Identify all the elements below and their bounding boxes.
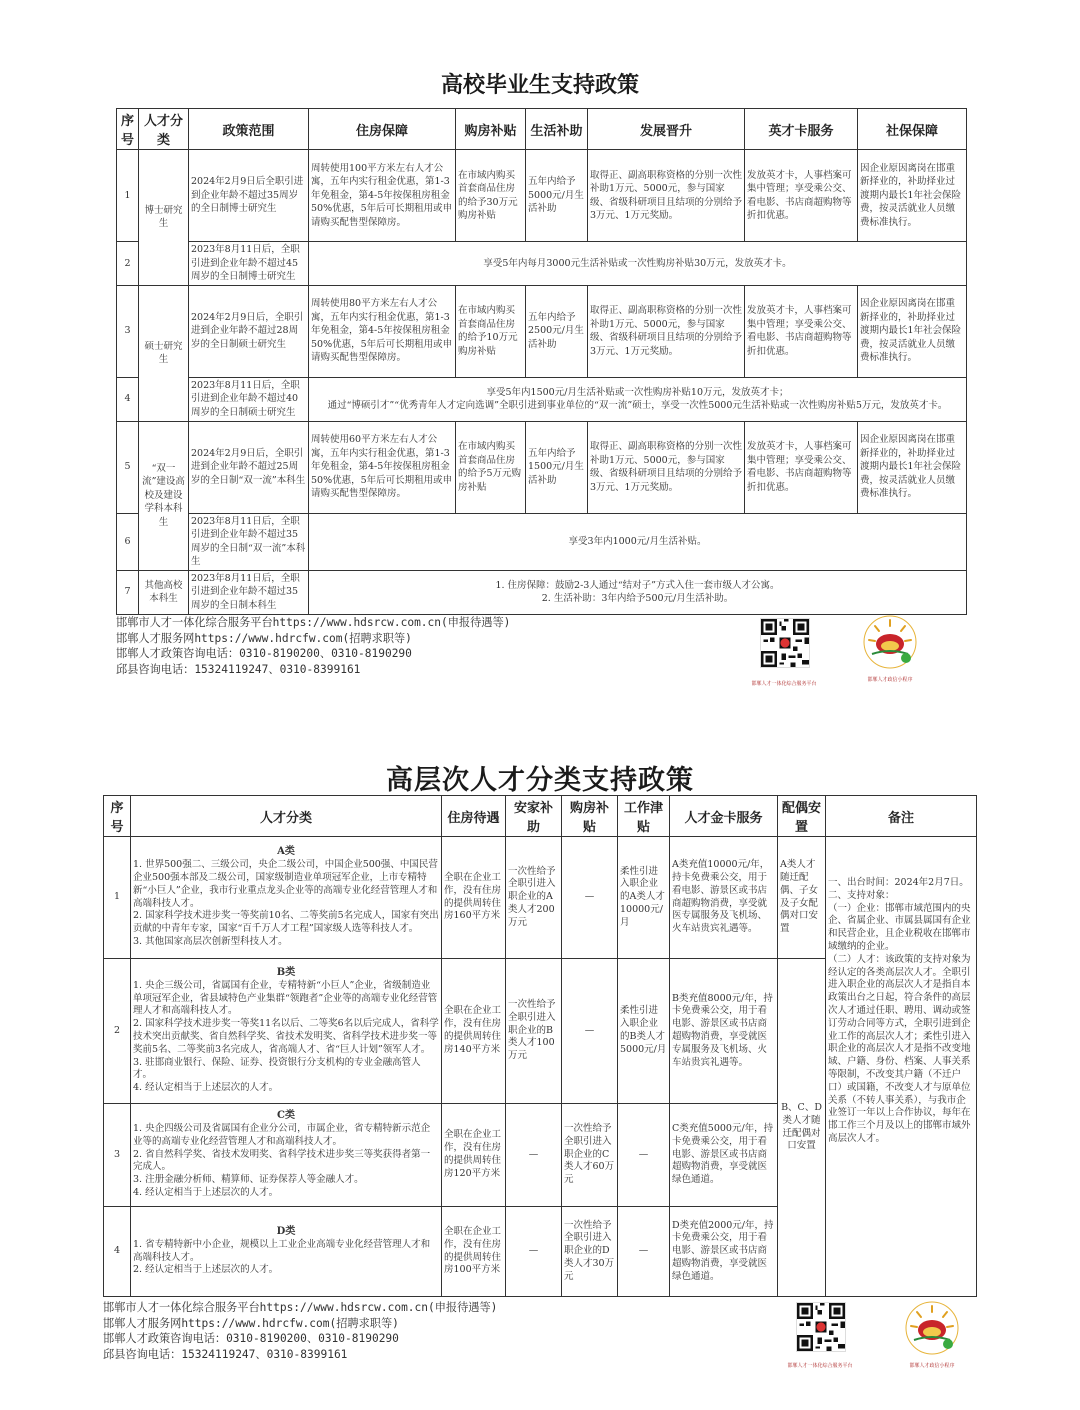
category-master: 硕士研究生 xyxy=(139,285,189,421)
gold-card-cell: C类充值5000元/年，持卡免费乘公交，用于看电影、游景区或书店商超购物消费，享受就医绿色通道。 xyxy=(670,1104,778,1207)
row-no: 3 xyxy=(104,1104,131,1207)
settle-cell: 一次性给予全职引进入职企业的A类人才200万元 xyxy=(506,837,562,959)
purchase-cell: 在市域内购买首套商品住房的给予30万元购房补贴 xyxy=(456,150,526,242)
social-cell: 因企业原因离岗在邯重新择业的，补助择业过渡期内最长1年社会保险费，按灵活就业人员缴费标准执行。 xyxy=(858,150,967,242)
scope-cell: 2024年2月9日后全职引进到企业年龄不超过35周岁的全日制博士研究生 xyxy=(189,150,309,242)
row-no: 4 xyxy=(104,1207,131,1297)
header-no: 序号 xyxy=(104,796,131,837)
promotion-cell: 取得正、副高职称资格的分别一次性补助1万元、5000元，参与国家级、省级科研项目且结项的分别给予3万元、1万元奖励。 xyxy=(588,421,745,513)
header-housing: 住房待遇 xyxy=(442,796,506,837)
allowance-cell: — xyxy=(618,1104,670,1207)
social-cell: 因企业原因离岗在邯重新择业的，补助择业过渡期内最长1年社会保险费，按灵活就业人员缴费标准执行。 xyxy=(858,285,967,377)
header-scope: 政策范围 xyxy=(189,109,309,150)
header-settle: 安家补助 xyxy=(506,796,562,837)
high-level-talent-table xyxy=(103,795,977,1297)
talent-class-cell xyxy=(131,959,442,1104)
scope-cell: 2023年8月11日后，全职引进到企业年龄不超过35周岁的全日制“双一流”本科生 xyxy=(189,513,309,570)
header-no: 序号 xyxy=(117,109,139,150)
qr-caption: 邯郸人才一体化综合服务平台 xyxy=(787,1363,853,1369)
purchase-cell: 在市域内购买首套商品住房的给予5万元购房补贴 xyxy=(456,421,526,513)
class-label: C类 xyxy=(277,1110,295,1122)
social-cell: 因企业原因离岗在邯重新择业的，补助择业过渡期内最长1年社会保险费，按灵活就业人员缴费标准执行。 xyxy=(858,421,967,513)
housing-cell: 周转使用60平方米左右人才公寓，五年内实行租金优惠，第1-3年免租金，第4-5年按保租房租金50%优惠，5年后可长期租用或申请购买配售型保障房。 xyxy=(309,421,456,513)
settle-cell: — xyxy=(506,1207,562,1297)
category-phd: 博士研究生 xyxy=(139,150,189,286)
living-cell: 五年内给予2500元/月生活补助 xyxy=(526,285,588,377)
housing-cell: 周转使用80平方米左右人才公寓，五年内实行租金优惠，第1-3年免租金，第4-5年按保租房租金50%优惠，5年后可长期租用或申请购买配售型保障房。 xyxy=(309,285,456,377)
purchase-cell: 一次性给予全职引进入职企业的D类人才30万元 xyxy=(562,1207,618,1297)
class-description: 1. 央企三级公司，省属国有企业，专精特新“小巨人”企业，省级制造业单项冠军企业，省县域特色产业集群“领跑者”企业等的高端专业化经营管理人才和高端科技人才。 2. 国家科学技术进步奖一等奖11名以后、二等奖6名以后完成人，省科学技术突出贡献奖、省自然科学奖、省技术发明奖、省科学技术进步奖一等奖前5名、二等奖前3名完成人，省高端人才、省“巨人计划”领军人才。 3. 驻邯商业银行、保险、证券、投资银行分支机构的专业金融高管人才。 4. 经认定相当于上述层次的人才。 xyxy=(133,979,439,1094)
card-cell: 发放英才卡，人事档案可集中管理；享受乘公交、看电影、书店商超购物等折扣优惠。 xyxy=(745,285,858,377)
class-description: 1. 央企四级公司及省属国有企业分公司，市属企业，省专精特新示范企业等的高端专业化经营管理人才和高端科技人才。 2. 省自然科学奖、省技术发明奖、省科学技术进步奖三等奖获得者第一完成人。 3. 注册金融分析师、精算师、证券保荐人等金融人才。 4. 经认定相当于上述层次的人才。 xyxy=(133,1123,431,1198)
footer-platform-link[interactable]: 邯郸市人才一体化综合服务平台https://www.hdsrcw.com.cn(申报待遇等) xyxy=(103,1301,498,1314)
housing-cell: 全职在企业工作，没有住房的提供周转住房140平方米 xyxy=(442,959,506,1104)
spouse-bcd-cell: B、C、D类人才随迁配偶对口安置 xyxy=(778,959,826,1297)
housing-cell: 全职在企业工作，没有住房的提供周转住房160平方米 xyxy=(442,837,506,959)
header-talent-class: 人才分类 xyxy=(131,796,442,837)
merged-policy-cell: 享受5年内1500元/月生活补贴或一次性购房补贴10万元，发放英才卡； 通过“博硕引才”“优秀青年人才定向选调”全职引进到事业单位的“双一流”硕士，享受一次性5000元生活补贴或一次性购房补贴5万元，发放英才卡。 xyxy=(309,377,967,421)
class-description: 1. 省专精特新中小企业，规模以上工业企业高端专业化经营管理人才和高端科技人才。 2. 经认定相当于上述层次的人才。 xyxy=(133,1238,431,1276)
page1-title: 高校毕业生支持政策 xyxy=(440,72,639,98)
merged-policy-cell: 享受3年内1000元/月生活补贴。 xyxy=(309,513,967,570)
page2-title: 高层次人才分类支持政策 xyxy=(386,765,694,796)
header-allowance: 工作津贴 xyxy=(618,796,670,837)
mini-program-logo-icon xyxy=(862,614,918,670)
class-description: 1. 世界500强二、三级公司，央企二级公司，中国企业500强、中国民营企业500强本部及二级公司，国家级制造业单项冠军企业，上市专精特新“小巨人”企业，我市行业重点龙头企业等的高端专业化经营管理人才和高端科技人才。 2. 国家科学技术进步奖一等奖前10名、二等奖前5名完成人，国家有突出贡献的中青年专家，国家“百千万人才工程”国家级人选等科技人才。 3. 其他国家高层次创新型科技人才。 xyxy=(133,859,439,947)
scope-cell: 2023年8月11日后，全职引进到企业年龄不超过45周岁的全日制博士研究生 xyxy=(189,242,309,286)
talent-class-cell xyxy=(131,1207,442,1297)
footer-county-hotline: 邱县咨询电话：15324119247、0310-8399161 xyxy=(116,662,361,676)
page1-footer xyxy=(116,615,510,677)
table-row xyxy=(104,837,977,959)
row-no: 1 xyxy=(117,150,139,242)
header-remark: 备注 xyxy=(826,796,977,837)
spouse-cell: A类人才随迁配偶、子女及子女配偶对口安置 xyxy=(778,837,826,959)
scope-cell: 2024年2月9日后，全职引进到企业年龄不超过25周岁的全日制“双一流”本科生 xyxy=(189,421,309,513)
header-category: 人才分类 xyxy=(139,109,189,150)
header-social: 社保保障 xyxy=(858,109,967,150)
housing-cell: 全职在企业工作，没有住房的提供周转住房100平方米 xyxy=(442,1207,506,1297)
living-cell: 五年内给予1500元/月生活补助 xyxy=(526,421,588,513)
page2-footer xyxy=(103,1300,497,1362)
logo-caption: 邯郸人才政信小程序 xyxy=(909,1363,955,1369)
gold-card-cell: A类充值10000元/年，持卡免费乘公交，用于看电影、游景区或书店商超购物消费，享受就医专属服务及飞机场、火车站贵宾礼遇等。 xyxy=(670,837,778,959)
header-living: 生活补助 xyxy=(526,109,588,150)
class-label: D类 xyxy=(276,1225,296,1237)
purchase-cell: 在市域内购买首套商品住房的给予10万元购房补贴 xyxy=(456,285,526,377)
row-no: 3 xyxy=(117,285,139,377)
talent-class-cell xyxy=(131,1104,442,1207)
table-row xyxy=(117,285,967,377)
table-header-row xyxy=(104,796,977,837)
header-card: 英才卡服务 xyxy=(745,109,858,150)
living-cell: 五年内给予5000元/月生活补助 xyxy=(526,150,588,242)
gold-card-cell: B类充值8000元/年，持卡免费乘公交，用于看电影、游景区或书店商超购物消费，享受就医专属服务及飞机场、火车站贵宾礼遇等。 xyxy=(670,959,778,1104)
purchase-cell: 一次性给予全职引进入职企业的C类人才60万元 xyxy=(562,1104,618,1207)
purchase-cell: — xyxy=(562,837,618,959)
gold-card-cell: D类充值2000元/年，持卡免费乘公交，用于看电影、游景区或书店商超购物消费，享受就医绿色通道。 xyxy=(670,1207,778,1297)
footer-platform-link[interactable]: 邯郸市人才一体化综合服务平台https://www.hdsrcw.com.cn(申报待遇等) xyxy=(116,616,511,629)
header-housing: 住房保障 xyxy=(309,109,456,150)
card-cell: 发放英才卡，人事档案可集中管理；享受乘公交、看电影、书店商超购物等折扣优惠。 xyxy=(745,150,858,242)
table-row xyxy=(117,150,967,242)
qr-code-icon xyxy=(796,1302,846,1352)
table-header-row xyxy=(117,109,967,150)
merged-policy-cell: 享受5年内每月3000元生活补贴或一次性购房补贴30万元，发放英才卡。 xyxy=(309,242,967,286)
logo-caption: 邯郸人才政信小程序 xyxy=(867,677,913,683)
scope-cell: 2024年2月9日后，全职引进到企业年龄不超过28周岁的全日制硕士研究生 xyxy=(189,285,309,377)
scope-cell: 2023年8月11日后，全职引进到企业年龄不超过40周岁的全日制硕士研究生 xyxy=(189,377,309,421)
footer-service-link[interactable]: 邯郸人才服务网https://www.hdrcfw.com(招聘求职等) xyxy=(116,631,412,645)
row-no: 6 xyxy=(117,513,139,570)
table-row xyxy=(117,377,967,421)
row-no: 5 xyxy=(117,421,139,513)
card-cell: 发放英才卡，人事档案可集中管理；享受乘公交、看电影、书店商超购物等折扣优惠。 xyxy=(745,421,858,513)
row-no: 2 xyxy=(117,242,139,286)
class-label: B类 xyxy=(276,967,296,979)
row-no: 4 xyxy=(117,377,139,421)
header-gold-card: 人才金卡服务 xyxy=(670,796,778,837)
header-purchase: 购房补贴 xyxy=(562,796,618,837)
remark-cell: 一、出台时间：2024年2月7日。 二、支持对象： （一）企业：邯郸市域范围内的央企、省属企业、市属县属国有企业和民营企业，且企业税收在邯郸市域缴纳的企业。 （二）人才：该政策的支持对象为经认定的各类高层次人才。全职引进入职企业的高层次人才是指自本政策出台之日起，符合条件的高层次人才通过任职、聘用、调动或签订劳动合同等方式，全职引进到企业工作的高层次人才；柔性引进入职企业的高层次人才是指不改变地域、户籍、身份、档案、人事关系等限制，不改变其户籍（不迁户口）或国籍，不改变人才与原单位关系（不转人事关系），与我市企业签订一年以上合作协议，每年在邯工作三个月及以上的邯郸市域外高层次人才。 xyxy=(826,837,977,1297)
qr-caption: 邯郸人才一体化综合服务平台 xyxy=(751,681,817,687)
footer-service-link[interactable]: 邯郸人才服务网https://www.hdrcfw.com(招聘求职等) xyxy=(103,1316,399,1330)
row-no: 7 xyxy=(117,570,139,614)
graduate-policy-table xyxy=(116,108,967,615)
table-row xyxy=(117,242,967,286)
row-no: 2 xyxy=(104,959,131,1104)
row-no: 1 xyxy=(104,837,131,959)
housing-cell: 全职在企业工作，没有住房的提供周转住房120平方米 xyxy=(442,1104,506,1207)
header-purchase: 购房补贴 xyxy=(456,109,526,150)
header-spouse: 配偶安置 xyxy=(778,796,826,837)
allowance-cell: 柔性引进入职企业的A类人才10000元/月 xyxy=(618,837,670,959)
header-promotion: 发展晋升 xyxy=(588,109,745,150)
talent-class-cell xyxy=(131,837,442,959)
mini-program-logo-icon xyxy=(904,1300,960,1356)
footer-hotline: 邯郸人才政策咨询电话：0310-8190200、0310-8190290 xyxy=(116,647,412,660)
purchase-cell: — xyxy=(562,959,618,1104)
scope-cell: 2023年8月11日后，全职引进到企业年龄不超过35周岁的全日制本科生 xyxy=(189,570,309,614)
settle-cell: — xyxy=(506,1104,562,1207)
merged-policy-cell: 1. 住房保障：鼓励2-3人通过“结对子”方式入住一套市级人才公寓。 2. 生活补助：3年内给予500元/月生活补助。 xyxy=(309,570,967,614)
class-label: A类 xyxy=(277,846,295,858)
table-row xyxy=(117,570,967,614)
table-row xyxy=(117,513,967,570)
category-double-first-class: “双一流”建设高校及建设学科本科生 xyxy=(139,421,189,570)
allowance-cell: — xyxy=(618,1207,670,1297)
table-row xyxy=(117,421,967,513)
footer-hotline: 邯郸人才政策咨询电话：0310-8190200、0310-8190290 xyxy=(103,1332,399,1345)
allowance-cell: 柔性引进入职企业的B类人才5000元/月 xyxy=(618,959,670,1104)
settle-cell: 一次性给予全职引进入职企业的B类人才100万元 xyxy=(506,959,562,1104)
qr-code-icon xyxy=(760,618,810,668)
promotion-cell: 取得正、副高职称资格的分别一次性补助1万元、5000元，参与国家级、省级科研项目且结项的分别给予3万元、1万元奖励。 xyxy=(588,285,745,377)
promotion-cell: 取得正、副高职称资格的分别一次性补助1万元、5000元，参与国家级、省级科研项目且结项的分别给予3万元、1万元奖励。 xyxy=(588,150,745,242)
housing-cell: 周转使用100平方米左右人才公寓，五年内实行租金优惠，第1-3年免租金，第4-5年按保租房租金50%优惠，5年后可长期租用或申请购买配售型保障房。 xyxy=(309,150,456,242)
category-other: 其他高校本科生 xyxy=(139,570,189,614)
footer-county-hotline: 邱县咨询电话：15324119247、0310-8399161 xyxy=(103,1347,348,1361)
